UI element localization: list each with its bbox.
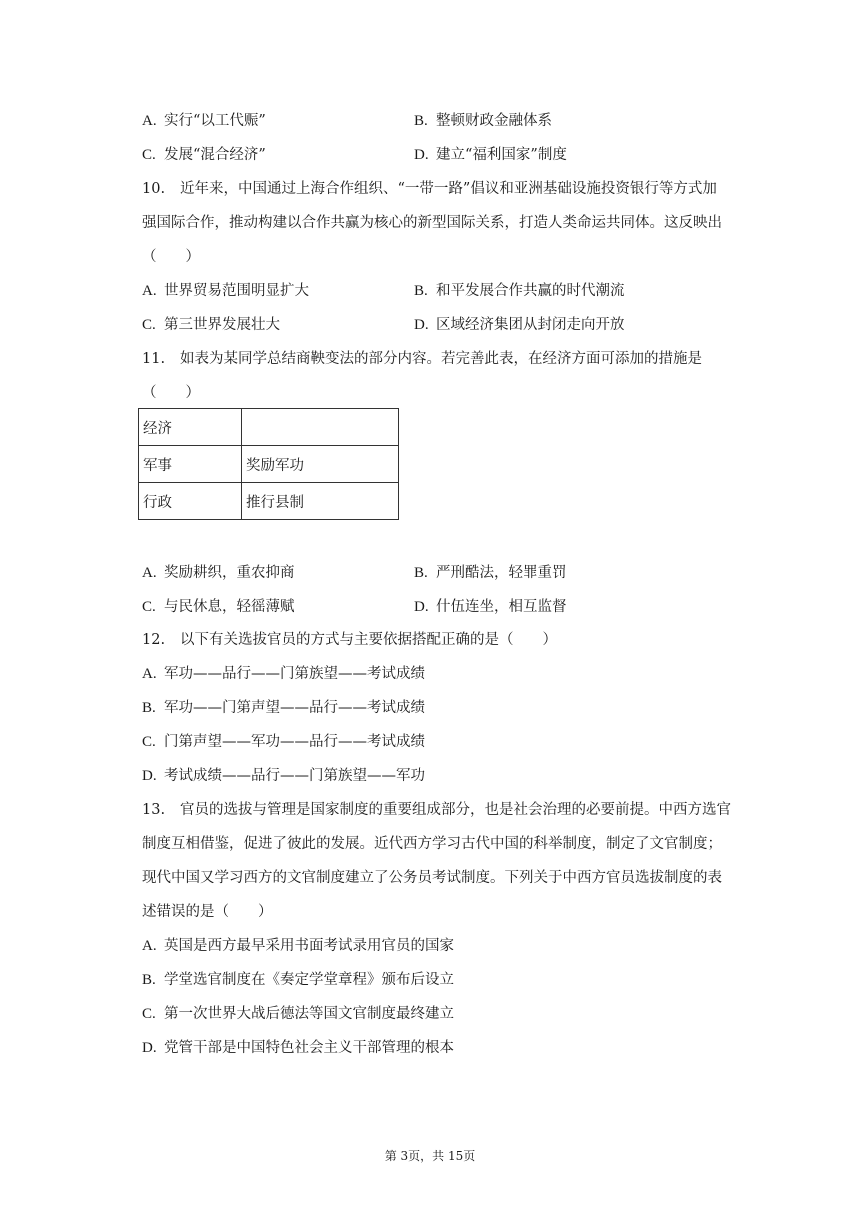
table-cell-value: [242, 409, 399, 446]
option-letter: A.: [142, 938, 157, 954]
option-letter: B.: [142, 972, 156, 988]
q13-option-b: [142, 970, 454, 990]
option-letter: C.: [142, 734, 156, 750]
option-letter: C.: [142, 1006, 156, 1022]
question-number: 12.: [142, 632, 166, 648]
option-text: 第一次世界大战后德法等国文官制度最终建立: [164, 1006, 454, 1022]
option-text: 党管干部是中国特色社会主义干部管理的根本: [164, 1040, 454, 1056]
q11-option-d: [414, 597, 567, 617]
question-text: 如表为某同学总结商鞅变法的部分内容。若完善此表，在经济方面可添加的措施是: [180, 351, 702, 367]
option-text: 什伍连坐，相互监督: [436, 599, 567, 615]
q10-stem-line3: （ ）: [142, 249, 200, 265]
option-letter: A.: [142, 113, 157, 129]
q10-option-a: [142, 281, 309, 301]
page-footer: 第 3页，共 15页: [384, 1149, 476, 1163]
q10-stem-line2: 强国际合作，推动构建以合作共赢为核心的新型国际关系，打造人类命运共同体。这反映出: [142, 215, 722, 231]
q11-option-b: [414, 563, 567, 583]
option-letter: C.: [142, 317, 156, 333]
table-cell-value: 奖励军功: [242, 446, 399, 483]
option-letter: B.: [414, 283, 428, 299]
q12-option-d: [142, 766, 425, 786]
option-letter: D.: [142, 768, 157, 784]
option-text: 世界贸易范围明显扩大: [164, 283, 309, 299]
option-letter: D.: [414, 317, 429, 333]
q11-option-a: [142, 563, 295, 583]
q12-stem-line1: [142, 630, 557, 650]
q13-option-a: [142, 936, 454, 956]
option-letter: A.: [142, 283, 157, 299]
option-text: 学堂选官制度在《奏定学堂章程》颁布后设立: [164, 972, 454, 988]
option-text: 发展“混合经济”: [164, 147, 266, 163]
q10-stem-line1: [142, 179, 717, 199]
question-text: 以下有关选拔官员的方式与主要依据搭配正确的是（ ）: [180, 632, 557, 648]
option-text: 第三世界发展壮大: [164, 317, 280, 333]
option-letter: D.: [414, 147, 429, 163]
table-row: [139, 409, 399, 446]
shang-yang-reform-table: [138, 408, 399, 520]
table-row: [139, 446, 399, 483]
table-cell-value: 推行县制: [242, 483, 399, 520]
q13-stem-line1: [142, 800, 731, 820]
q13-option-c: [142, 1004, 454, 1024]
option-letter: A.: [142, 666, 157, 682]
q12-option-c: [142, 732, 425, 752]
option-text: 区域经济集团从封闭走向开放: [436, 317, 625, 333]
option-letter: B.: [414, 113, 428, 129]
q11-stem-line1: [142, 349, 702, 369]
option-text: 门第声望——军功——品行——考试成绩: [164, 734, 425, 750]
option-text: 建立“福利国家”制度: [436, 147, 567, 163]
option-letter: A.: [142, 565, 157, 581]
q12-option-a: [142, 664, 425, 684]
q13-stem-line2: 制度互相借鉴，促进了彼此的发展。近代西方学习古代中国的科举制度，制定了文官制度；: [142, 836, 722, 852]
table-row: [139, 483, 399, 520]
option-text: 奖励耕织，重农抑商: [164, 565, 295, 581]
option-letter: C.: [142, 147, 156, 163]
option-letter: C.: [142, 599, 156, 615]
option-text: 军功——品行——门第族望——考试成绩: [164, 666, 425, 682]
question-text: 近年来，中国通过上海合作组织、“一带一路”倡议和亚洲基础设施投资银行等方式加: [180, 181, 717, 197]
option-text: 整顿财政金融体系: [436, 113, 552, 129]
q10-option-d: [414, 315, 625, 335]
option-letter: B.: [414, 565, 428, 581]
q13-stem-line4: 述错误的是（ ）: [142, 904, 273, 920]
q13-option-d: [142, 1038, 454, 1058]
option-text: 军功——门第声望——品行——考试成绩: [164, 700, 425, 716]
q9-option-d: [414, 145, 567, 165]
q9-option-b: [414, 111, 552, 131]
option-text: 考试成绩——品行——门第族望——军功: [164, 768, 425, 784]
option-text: 严刑酷法，轻罪重罚: [436, 565, 567, 581]
option-text: 和平发展合作共赢的时代潮流: [436, 283, 625, 299]
q12-option-b: [142, 698, 425, 718]
table-cell-key: 军事: [139, 446, 242, 483]
option-text: 实行“以工代赈”: [164, 113, 266, 129]
option-letter: D.: [142, 1040, 157, 1056]
table-cell-key: 经济: [139, 409, 242, 446]
q10-option-b: [414, 281, 625, 301]
q13-stem-line3: 现代中国又学习西方的文官制度建立了公务员考试制度。下列关于中西方官员选拔制度的表: [142, 870, 722, 886]
q9-option-c: [142, 145, 266, 165]
option-text: 英国是西方最早采用书面考试录用官员的国家: [164, 938, 454, 954]
question-number: 13.: [142, 802, 166, 818]
question-number: 11.: [142, 351, 166, 367]
option-letter: D.: [414, 599, 429, 615]
question-text: 官员的选拔与管理是国家制度的重要组成部分，也是社会治理的必要前提。中西方选官: [180, 802, 731, 818]
question-number: 10.: [142, 181, 166, 197]
q11-option-c: [142, 597, 295, 617]
table-cell-key: 行政: [139, 483, 242, 520]
q10-option-c: [142, 315, 280, 335]
option-text: 与民休息，轻徭薄赋: [164, 599, 295, 615]
q9-option-a: [142, 111, 266, 131]
q11-stem-line2: （ ）: [142, 385, 200, 401]
option-letter: B.: [142, 700, 156, 716]
